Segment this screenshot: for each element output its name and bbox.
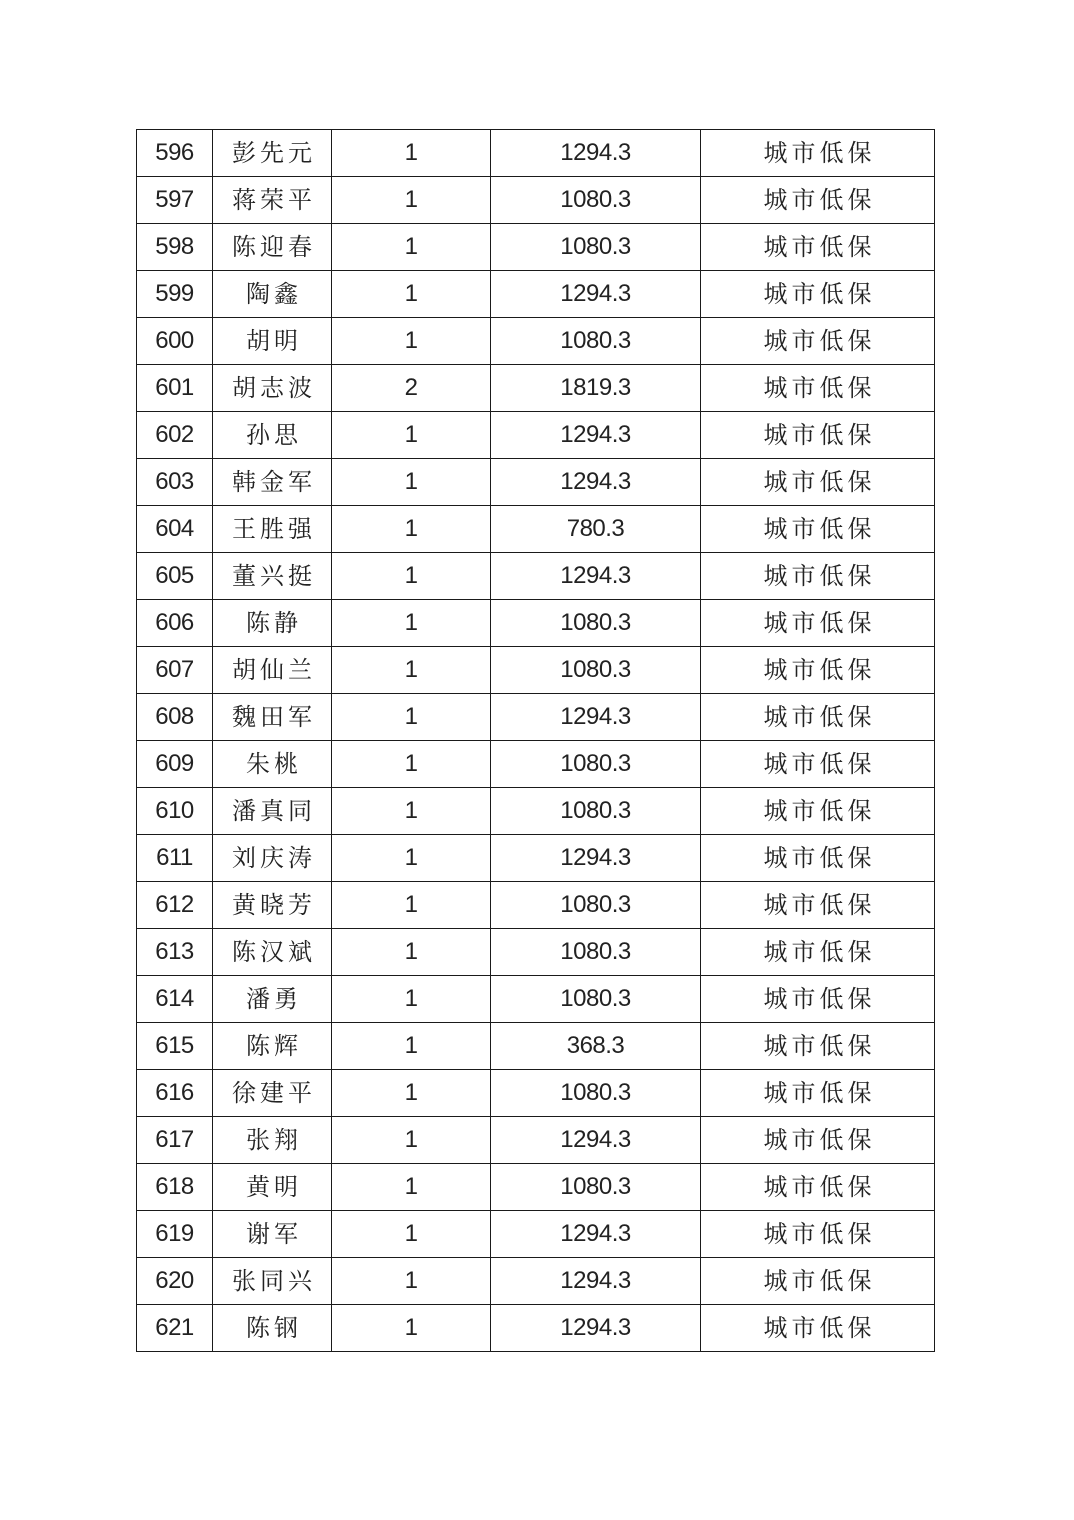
household-size-cell: 1 [332,1117,491,1164]
category-cell: 城市低保 [701,1211,935,1258]
name-cell: 徐建平 [213,1070,332,1117]
row-number-cell: 600 [137,318,213,365]
table-row [137,788,935,835]
name-cell: 陈静 [213,600,332,647]
amount-cell: 1294.3 [491,553,701,600]
amount-cell: 1080.3 [491,929,701,976]
household-size-cell: 1 [332,459,491,506]
household-size-cell: 1 [332,224,491,271]
household-size-cell: 1 [332,1258,491,1305]
table-row [137,647,935,694]
table-row [137,976,935,1023]
amount-cell: 1294.3 [491,130,701,177]
row-number-cell: 597 [137,177,213,224]
household-size-cell: 1 [332,882,491,929]
category-cell: 城市低保 [701,130,935,177]
table-row [137,130,935,177]
row-number-cell: 604 [137,506,213,553]
name-cell: 张同兴 [213,1258,332,1305]
name-cell: 陈汉斌 [213,929,332,976]
amount-cell: 1080.3 [491,224,701,271]
household-size-cell: 1 [332,1023,491,1070]
household-size-cell: 1 [332,1070,491,1117]
table-row [137,882,935,929]
row-number-cell: 617 [137,1117,213,1164]
category-cell: 城市低保 [701,459,935,506]
category-cell: 城市低保 [701,271,935,318]
row-number-cell: 605 [137,553,213,600]
table-row [137,224,935,271]
amount-cell: 1294.3 [491,1305,701,1352]
household-size-cell: 1 [332,1305,491,1352]
amount-cell: 1294.3 [491,1117,701,1164]
name-cell: 潘真同 [213,788,332,835]
table-row [137,177,935,224]
name-cell: 魏田军 [213,694,332,741]
document-page [136,129,935,1352]
household-size-cell: 1 [332,318,491,365]
category-cell: 城市低保 [701,741,935,788]
household-size-cell: 1 [332,1211,491,1258]
row-number-cell: 618 [137,1164,213,1211]
table-row [137,741,935,788]
row-number-cell: 619 [137,1211,213,1258]
row-number-cell: 611 [137,835,213,882]
category-cell: 城市低保 [701,365,935,412]
category-cell: 城市低保 [701,177,935,224]
amount-cell: 1080.3 [491,647,701,694]
row-number-cell: 598 [137,224,213,271]
household-size-cell: 1 [332,647,491,694]
table-row [137,1305,935,1352]
row-number-cell: 603 [137,459,213,506]
category-cell: 城市低保 [701,1070,935,1117]
category-cell: 城市低保 [701,976,935,1023]
name-cell: 陈迎春 [213,224,332,271]
row-number-cell: 599 [137,271,213,318]
table-row [137,929,935,976]
household-size-cell: 1 [332,1164,491,1211]
name-cell: 朱桃 [213,741,332,788]
category-cell: 城市低保 [701,788,935,835]
category-cell: 城市低保 [701,412,935,459]
amount-cell: 1294.3 [491,1258,701,1305]
category-cell: 城市低保 [701,694,935,741]
category-cell: 城市低保 [701,506,935,553]
table-row [137,1258,935,1305]
amount-cell: 1080.3 [491,976,701,1023]
amount-cell: 1080.3 [491,1164,701,1211]
name-cell: 刘庆涛 [213,835,332,882]
benefit-table [136,129,935,1352]
name-cell: 孙思 [213,412,332,459]
name-cell: 彭先元 [213,130,332,177]
category-cell: 城市低保 [701,929,935,976]
row-number-cell: 607 [137,647,213,694]
table-row [137,835,935,882]
household-size-cell: 1 [332,835,491,882]
amount-cell: 1294.3 [491,412,701,459]
category-cell: 城市低保 [701,835,935,882]
table-row [137,506,935,553]
table-row [137,1070,935,1117]
amount-cell: 368.3 [491,1023,701,1070]
table-row [137,694,935,741]
name-cell: 陶鑫 [213,271,332,318]
category-cell: 城市低保 [701,1023,935,1070]
table-row [137,600,935,647]
category-cell: 城市低保 [701,318,935,365]
name-cell: 胡仙兰 [213,647,332,694]
row-number-cell: 616 [137,1070,213,1117]
household-size-cell: 1 [332,788,491,835]
name-cell: 张翔 [213,1117,332,1164]
category-cell: 城市低保 [701,600,935,647]
row-number-cell: 613 [137,929,213,976]
category-cell: 城市低保 [701,1164,935,1211]
table-row [137,459,935,506]
amount-cell: 1080.3 [491,882,701,929]
row-number-cell: 609 [137,741,213,788]
name-cell: 谢军 [213,1211,332,1258]
row-number-cell: 621 [137,1305,213,1352]
household-size-cell: 1 [332,412,491,459]
household-size-cell: 1 [332,976,491,1023]
table-row [137,271,935,318]
table-row [137,318,935,365]
table-body [137,130,935,1352]
name-cell: 蒋荣平 [213,177,332,224]
row-number-cell: 615 [137,1023,213,1070]
household-size-cell: 1 [332,929,491,976]
row-number-cell: 606 [137,600,213,647]
category-cell: 城市低保 [701,1258,935,1305]
name-cell: 潘勇 [213,976,332,1023]
row-number-cell: 610 [137,788,213,835]
table-row [137,1164,935,1211]
name-cell: 胡志波 [213,365,332,412]
amount-cell: 1294.3 [491,271,701,318]
household-size-cell: 1 [332,694,491,741]
category-cell: 城市低保 [701,1117,935,1164]
household-size-cell: 1 [332,130,491,177]
amount-cell: 1080.3 [491,788,701,835]
name-cell: 黄晓芳 [213,882,332,929]
household-size-cell: 1 [332,506,491,553]
household-size-cell: 2 [332,365,491,412]
row-number-cell: 601 [137,365,213,412]
row-number-cell: 602 [137,412,213,459]
table-row [137,365,935,412]
amount-cell: 1819.3 [491,365,701,412]
table-row [137,1023,935,1070]
amount-cell: 780.3 [491,506,701,553]
amount-cell: 1294.3 [491,459,701,506]
name-cell: 董兴挺 [213,553,332,600]
name-cell: 陈钢 [213,1305,332,1352]
amount-cell: 1080.3 [491,318,701,365]
household-size-cell: 1 [332,600,491,647]
category-cell: 城市低保 [701,882,935,929]
amount-cell: 1294.3 [491,1211,701,1258]
name-cell: 王胜强 [213,506,332,553]
name-cell: 胡明 [213,318,332,365]
category-cell: 城市低保 [701,224,935,271]
category-cell: 城市低保 [701,553,935,600]
amount-cell: 1294.3 [491,694,701,741]
row-number-cell: 608 [137,694,213,741]
amount-cell: 1080.3 [491,177,701,224]
amount-cell: 1294.3 [491,835,701,882]
category-cell: 城市低保 [701,1305,935,1352]
name-cell: 陈辉 [213,1023,332,1070]
amount-cell: 1080.3 [491,741,701,788]
name-cell: 黄明 [213,1164,332,1211]
household-size-cell: 1 [332,741,491,788]
table-row [137,412,935,459]
amount-cell: 1080.3 [491,600,701,647]
category-cell: 城市低保 [701,647,935,694]
table-row [137,1117,935,1164]
household-size-cell: 1 [332,271,491,318]
table-row [137,1211,935,1258]
row-number-cell: 614 [137,976,213,1023]
amount-cell: 1080.3 [491,1070,701,1117]
household-size-cell: 1 [332,177,491,224]
table-row [137,553,935,600]
name-cell: 韩金军 [213,459,332,506]
row-number-cell: 596 [137,130,213,177]
row-number-cell: 612 [137,882,213,929]
household-size-cell: 1 [332,553,491,600]
row-number-cell: 620 [137,1258,213,1305]
